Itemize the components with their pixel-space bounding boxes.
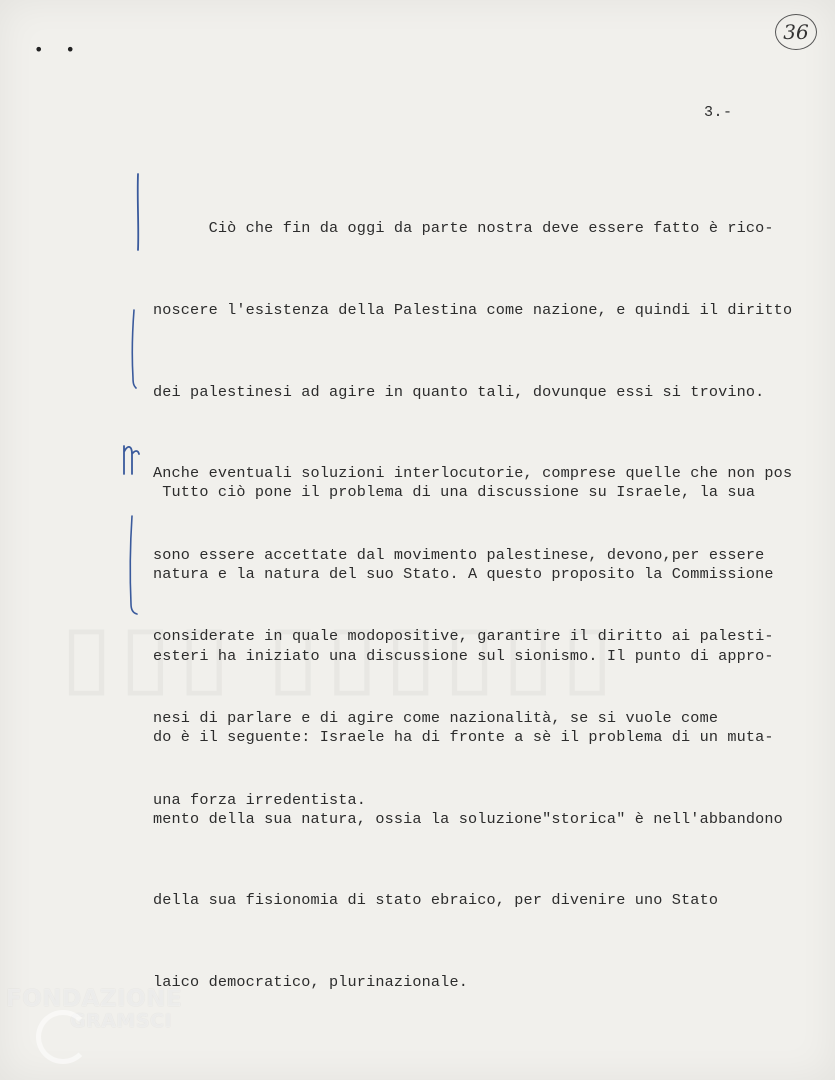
text-line: della sua fisionomia di stato ebraico, per divenire uno Stato [153,891,719,910]
text-line: laico democratico, plurinazionale. [153,972,468,991]
margin-bracket-2 [122,306,142,391]
text-line: nesi di parlare e di agire come nazionalità, se si vuole come [153,708,719,727]
archive-stamp-number: 36 [775,14,817,50]
text-line: esteri ha iniziato una discussione sul sionismo. Il punto di appro- [153,646,774,665]
watermark-g-logo [36,1010,90,1064]
text-line: do è il seguente: Israele ha di fronte a sè il problema di un muta- [153,728,774,747]
text-line: sono essere accettate dal movimento palestinese, devono,per essere [153,545,765,564]
text-line: natura e la natura del suo Stato. A questo proposito la Commissione [153,565,774,583]
paragraph-2 [153,425,833,1051]
text-line: considerate in quale modopositive, garantire il diritto ai palesti- [153,627,774,646]
text-line: dei palestinesi ad agire in quanto tali, dovunque essi si trovino. [153,382,765,401]
text-line: mento della sua natura, ossia la soluzione"storica" è nell'abbandono [153,809,783,828]
watermark-line2: GRAMSCI [70,1010,173,1032]
text-line: Ciò che fin da oggi da parte nostra deve essere fatto è rico- [153,219,774,238]
text-line: noscere l'esistenza della Palestina come nazione, e quindi il diritto [153,301,793,319]
margin-bracket-1 [128,170,148,255]
fondazione-gramsci-watermark [6,988,182,1032]
page-number: 3.- [704,104,733,121]
punch-marks: •• [34,40,97,59]
text-line: Tutto ciò pone il problema di una discussione su Israele, la sua [153,483,756,502]
watermark-line1: FONDAZIONE [6,986,183,1012]
margin-bracket-3 [120,512,142,618]
text-line: una forza irredentista. [153,790,367,809]
margin-note-glyph [118,440,144,478]
text-line: Anche eventuali soluzioni interlocutorie, comprese quelle che non pos [153,464,793,483]
